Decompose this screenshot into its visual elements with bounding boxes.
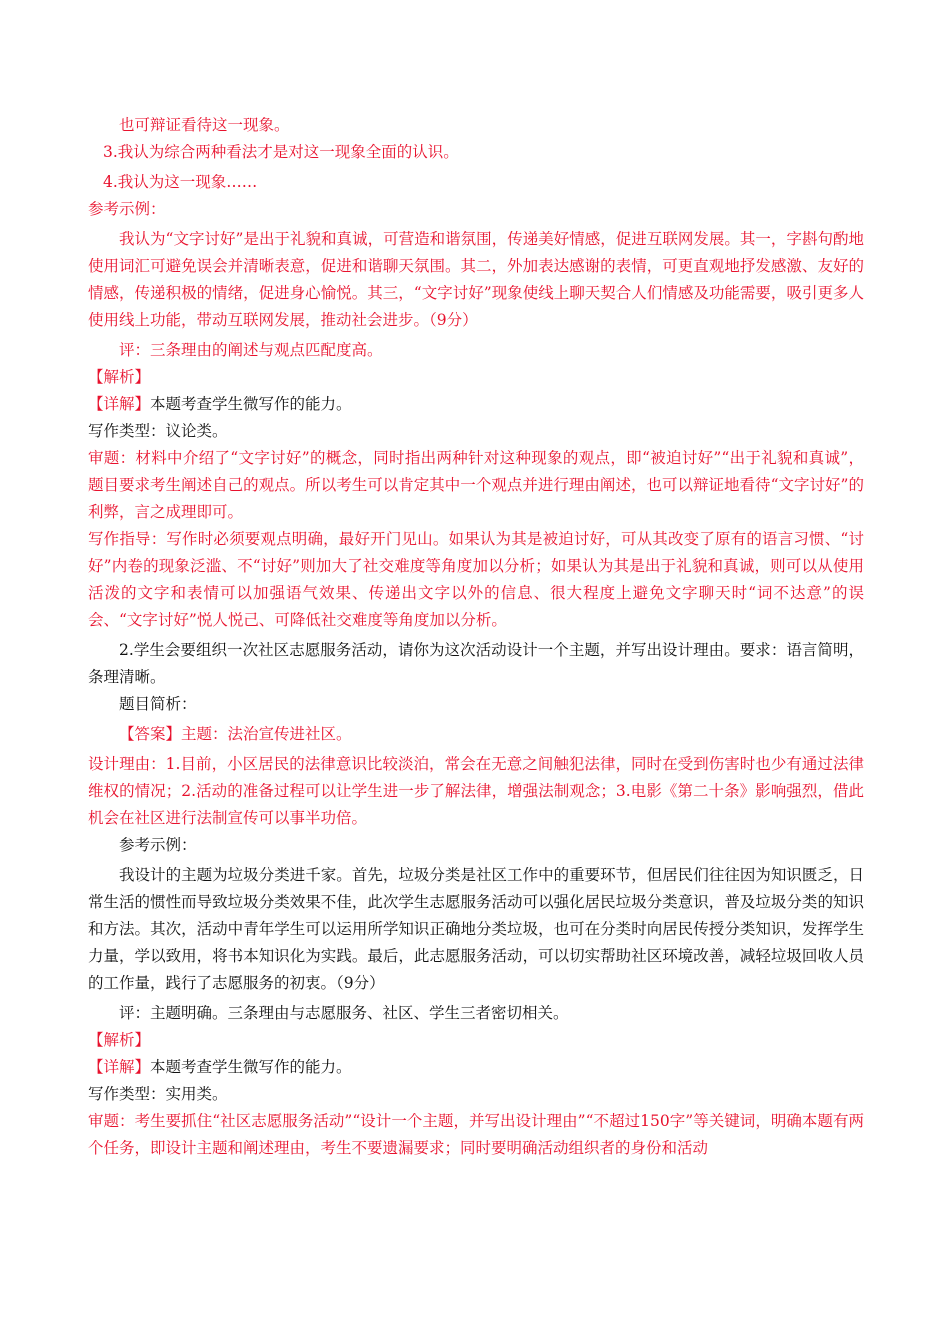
detail-tag-2: 【详解】 — [88, 1058, 151, 1076]
paragraph-dialectical: 也可辩证看待这一现象。 — [119, 116, 290, 134]
paragraph-writing-type-2: 写作类型：实用类。 — [88, 1085, 228, 1103]
label-question-brief: 题目简析： — [119, 695, 197, 713]
document-page — [88, 112, 864, 1162]
detail-tag-1: 【详解】 — [88, 395, 151, 413]
detail-text-1: 本题考查学生微写作的能力。 — [150, 395, 352, 413]
label-reference-example-1: 参考示例： — [88, 200, 166, 218]
paragraph-detail-2 — [88, 1054, 864, 1081]
paragraph-point-4: 4.我认为这一现象…… — [103, 173, 258, 191]
label-analysis-1: 【解析】 — [88, 368, 151, 386]
paragraph-comment-2: 评：主题明确。三条理由与志愿服务、社区、学生三者密切相关。 — [119, 1004, 569, 1022]
label-reference-example-2: 参考示例： — [119, 836, 197, 854]
paragraph-topic-review-2: 审题：考生要抓住“社区志愿服务活动”“设计一个主题，并写出设计理由”“不超过150字”等关键词，明确本题有两个任务，即设计主题和阐述理由，考生不要遗漏要求；同时要明确活动组织者的身份和活动 — [88, 1112, 864, 1157]
paragraph-question-2: 2.学生会要组织一次社区志愿服务活动，请你为这次活动设计一个主题，并写出设计理由。要求：语言简明，条理清晰。 — [88, 641, 864, 686]
paragraph-sample-essay-2: 我设计的主题为垃圾分类进千家。首先，垃圾分类是社区工作中的重要环节，但居民们往往因为知识匮乏，日常生活的惯性而导致垃圾分类效果不佳，此次学生志愿服务活动可以强化居民垃圾分类意识，普及垃圾分类的知识和方法。其次，活动中青年学生可以运用所学知识正确地分类垃圾，也可在分类时向居民传授分类知识，发挥学生力量，学以致用，将书本知识化为实践。最后，此志愿服务活动，可以切实帮助社区环境改善，减轻垃圾回收人员的工作量，践行了志愿服务的初衷。（9分） — [88, 866, 864, 992]
paragraph-design-reasons: 设计理由：1.目前，小区居民的法律意识比较淡泊，常会在无意之间触犯法律，同时在受到伤害时也少有通过法律维权的情况；2.活动的准备过程可以让学生进一步了解法律，增强法制观念；3.电影《第二十条》影响强烈，借此机会在社区进行法制宣传可以事半功倍。 — [88, 755, 864, 827]
paragraph-point-3: 3.我认为综合两种看法才是对这一现象全面的认识。 — [103, 143, 459, 161]
paragraph-detail-1 — [88, 391, 864, 418]
paragraph-writing-type-1: 写作类型：议论类。 — [88, 422, 228, 440]
paragraph-comment-1: 评：三条理由的阐述与观点匹配度高。 — [119, 341, 383, 359]
paragraph-sample-essay-1: 我认为“文字讨好”是出于礼貌和真诚，可营造和谐氛围，传递美好情感，促进互联网发展。其一，字斟句酌地使用词汇可避免误会并清晰表意，促进和谐聊天氛围。其二，外加表达感谢的表情，可更直观地抒发感激、友好的情感，传递积极的情绪，促进身心愉悦。其三，“文字讨好”现象使线上聊天契合人们情感及功能需要，吸引更多人使用线上功能，带动互联网发展，推动社会进步。（9分） — [88, 230, 864, 329]
paragraph-topic-review-1: 审题：材料中介绍了“文字讨好”的概念，同时指出两种针对这种现象的观点，即“被迫讨好”“出于礼貌和真诚”，题目要求考生阐述自己的观点。所以考生可以肯定其中一个观点并进行理由阐述，也可以辩证地看待“文字讨好”的利弊，言之成理即可。 — [88, 449, 864, 521]
label-analysis-2: 【解析】 — [88, 1031, 151, 1049]
detail-text-2: 本题考查学生微写作的能力。 — [150, 1058, 352, 1076]
paragraph-answer-theme: 【答案】主题：法治宣传进社区。 — [119, 725, 352, 743]
paragraph-writing-guide: 写作指导：写作时必须要观点明确，最好开门见山。如果认为其是被迫讨好，可从其改变了原有的语言习惯、“讨好”内卷的现象泛滥、不“讨好”则加大了社交难度等角度加以分析；如果认为其是出于礼貌和真诚，则可以从使用活泼的文字和表情可以加强语气效果、传递出文字以外的信息、很大程度上避免文字聊天时“词不达意”的误会、“文字讨好”悦人悦己、可降低社交难度等角度加以分析。 — [88, 530, 864, 629]
